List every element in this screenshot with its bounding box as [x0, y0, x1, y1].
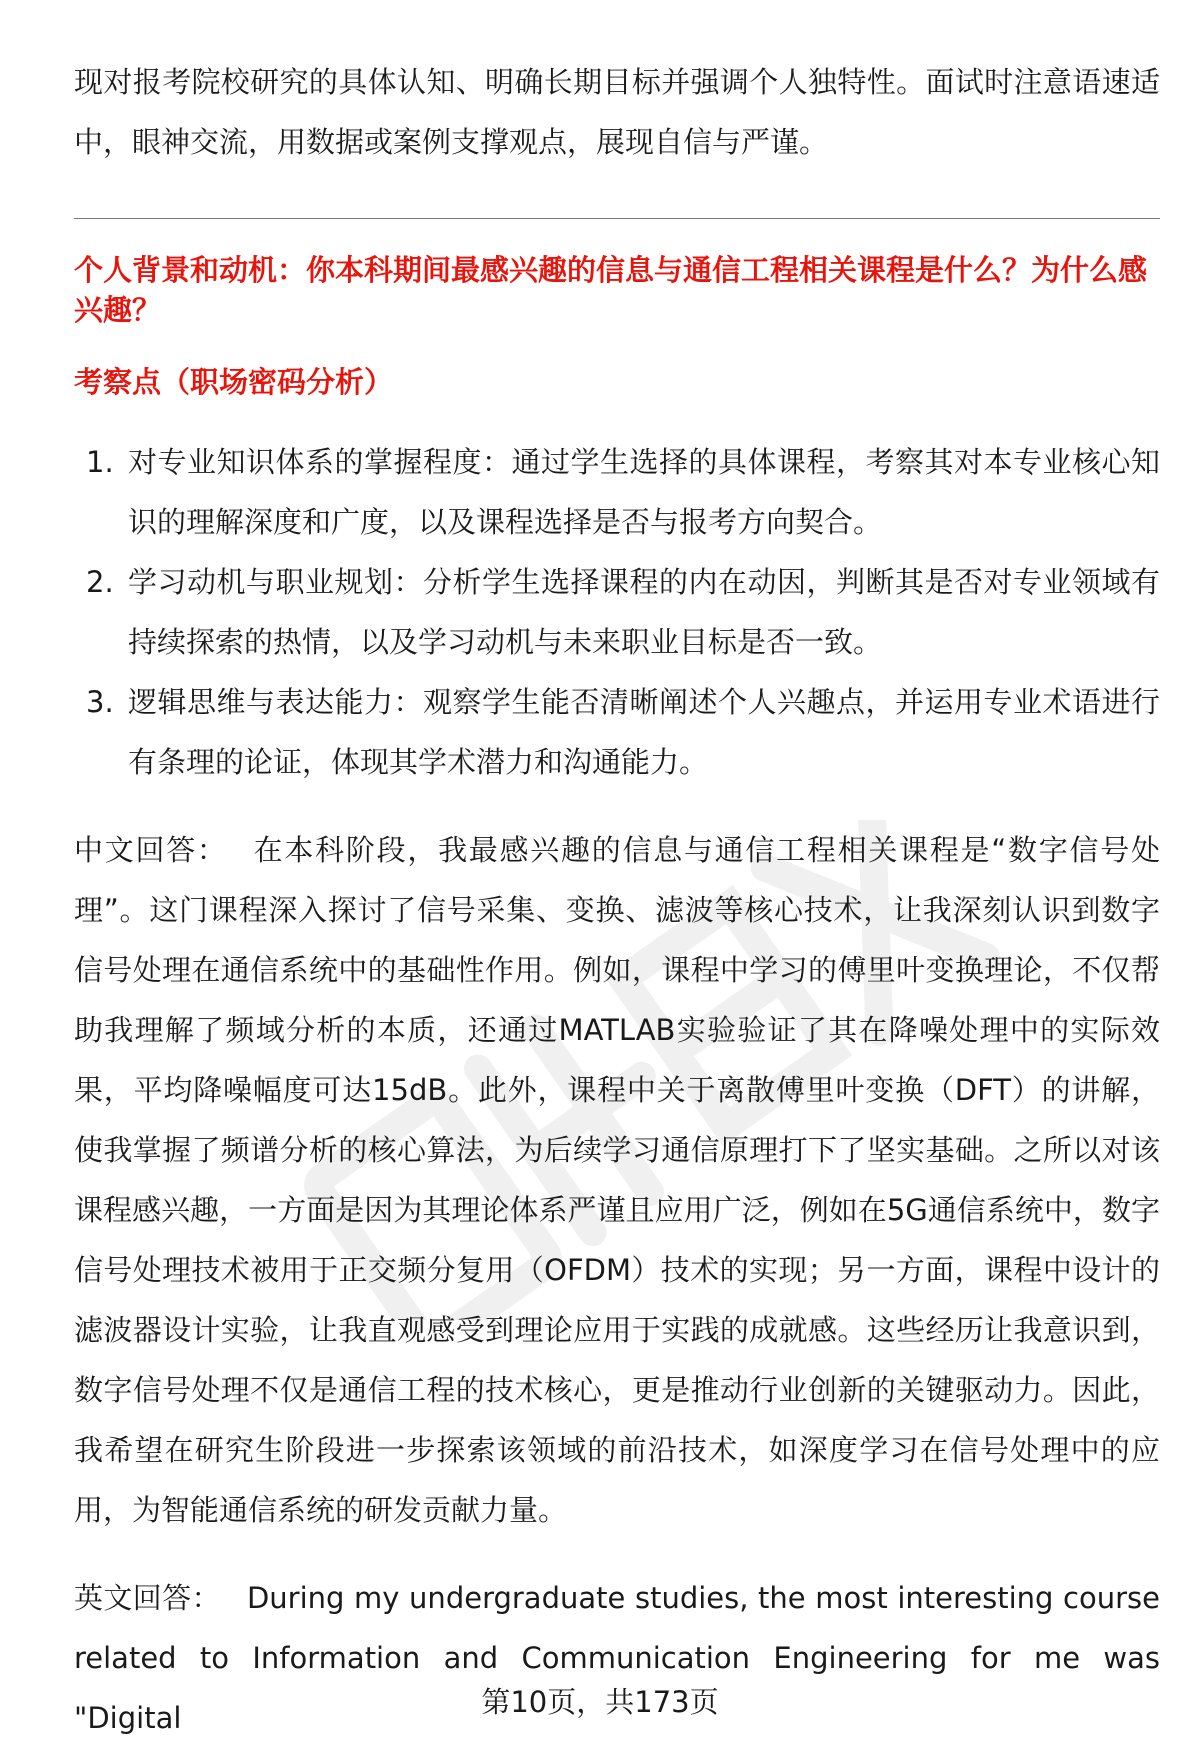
assessment-item: [74, 432, 1160, 552]
assessment-item-text: 学习动机与职业规划：分析学生选择课程的内在动因，判断其是否对专业领域有持续探索的热情，以及学习动机与未来职业目标是否一致。: [128, 565, 1160, 659]
chinese-answer-text: 在本科阶段，我最感兴趣的信息与通信工程相关课程是“数字信号处理”。这门课程深入探讨了信号采集、变换、滤波等核心技术，让我深刻认识到数字信号处理在通信系统中的基础性作用。例如，课程中学习的傅里叶变换理论，不仅帮助我理解了频域分析的本质，还通过MATLAB实验验证了其在降噪处理中的实际效果，平均降噪幅度可达15dB。此外，课程中关于离散傅里叶变换（DFT）的讲解，使我掌握了频谱分析的核心算法，为后续学习通信原理打下了坚实基础。之所以对该课程感兴趣，一方面是因为其理论体系严谨且应用广泛，例如在5G通信系统中，数字信号处理技术被用于正交频分复用（OFDM）技术的实现；另一方面，课程中设计的滤波器设计实验，让我直观感受到理论应用于实践的成就感。这些经历让我意识到，数字信号处理不仅是通信工程的技术核心，更是推动行业创新的关键驱动力。因此，我希望在研究生阶段进一步探索该领域的前沿技术，如深度学习在信号处理中的应用，为智能通信系统的研发贡献力量。: [74, 833, 1160, 1527]
assessment-item-number: 3.: [86, 685, 114, 719]
question-heading: 个人背景和动机：你本科期间最感兴趣的信息与通信工程相关课程是什么？为什么感兴趣？: [74, 253, 1148, 327]
chinese-answer-paragraph: [74, 820, 1160, 1540]
chinese-answer-label: 中文回答：: [74, 833, 228, 867]
assessment-item-number: 1.: [86, 445, 114, 479]
assessment-heading: 考察点（职场密码分析）: [74, 365, 394, 399]
english-answer-label: 英文回答：: [74, 1581, 221, 1615]
assessment-item: [74, 672, 1160, 792]
section-divider: [74, 218, 1160, 219]
intro-paragraph: 现对报考院校研究的具体认知、明确长期目标并强调个人独特性。面试时注意语速适中，眼神交流，用数据或案例支撑观点，展现自信与严谨。: [74, 65, 1160, 159]
page-number: 第10页，共173页: [481, 1685, 719, 1719]
assessment-item-text: 对专业知识体系的掌握程度：通过学生选择的具体课程，考察其对本专业核心知识的理解深度和广度，以及课程选择是否与报考方向契合。: [128, 445, 1160, 539]
english-answer-text: During my undergraduate studies, the most interesting course related to Information and Communication Engineering for me was "Digital: [74, 1581, 1160, 1735]
assessment-list: [74, 432, 1160, 792]
assessment-item: [74, 552, 1160, 672]
assessment-item-number: 2.: [86, 565, 114, 599]
assessment-item-text: 逻辑思维与表达能力：观察学生能否清晰阐述个人兴趣点，并运用专业术语进行有条理的论证，体现其学术潜力和沟通能力。: [128, 685, 1160, 779]
